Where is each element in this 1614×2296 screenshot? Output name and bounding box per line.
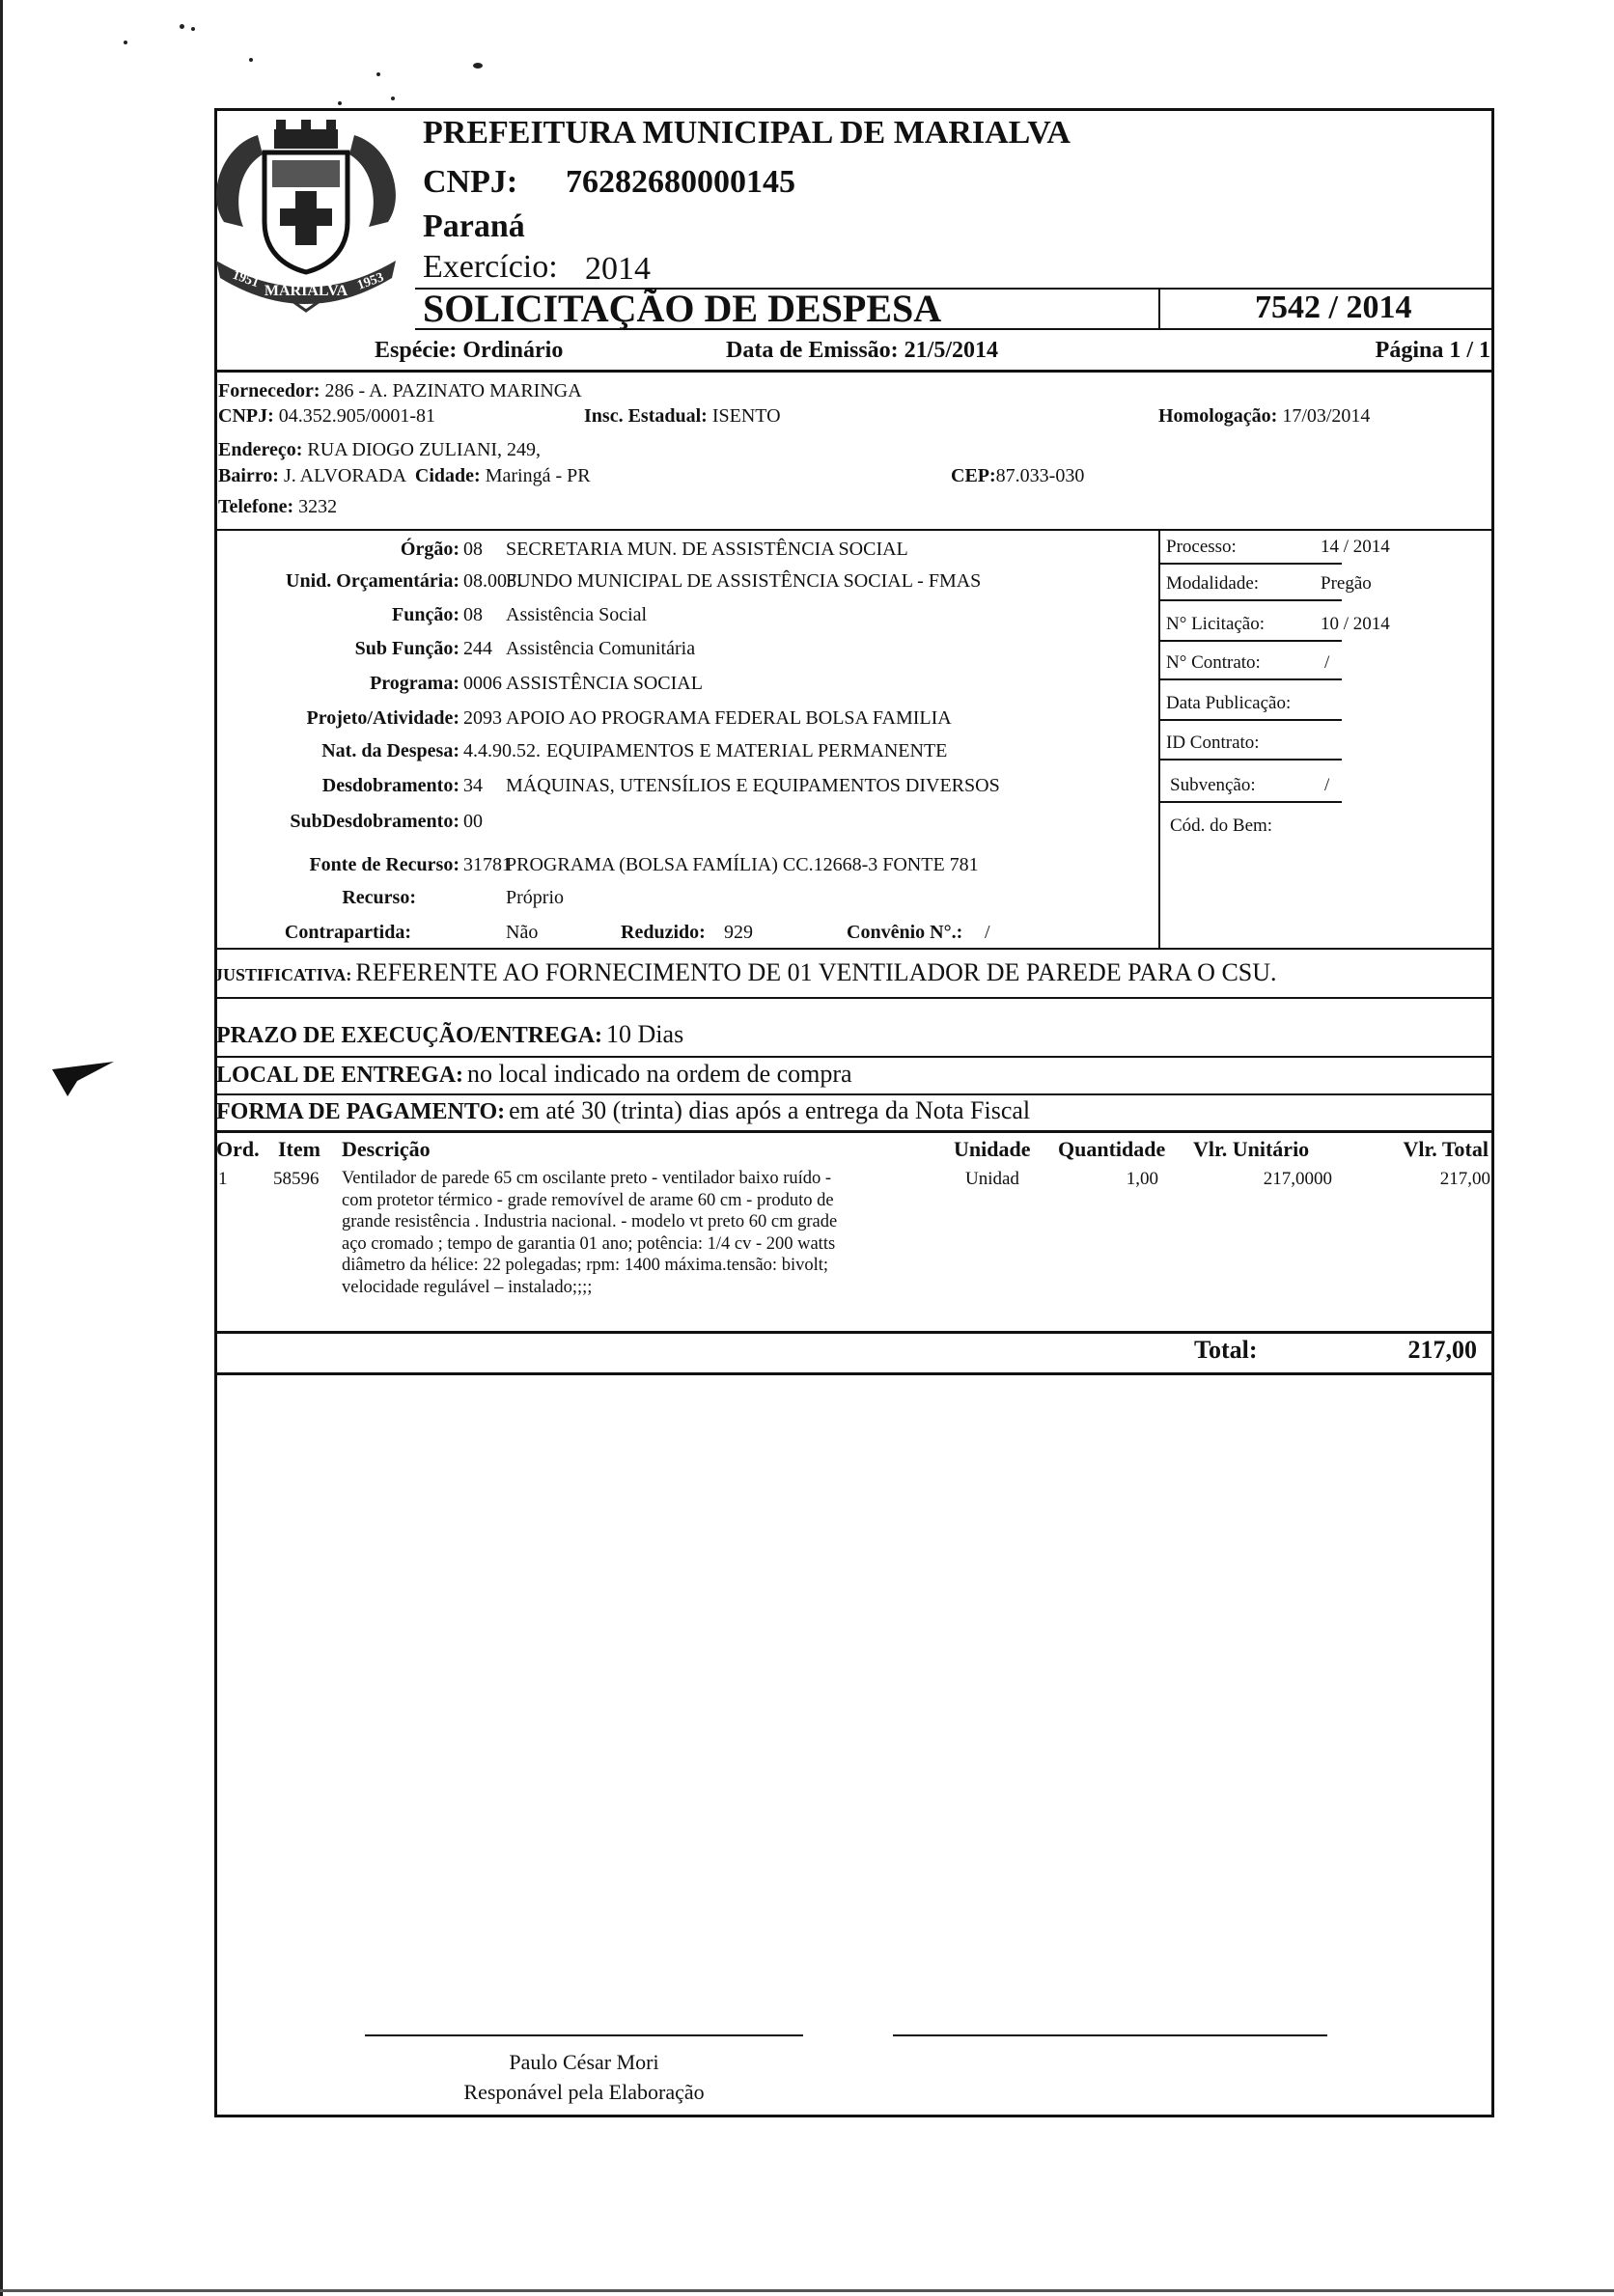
cep-value: 87.033-030 (995, 465, 1085, 486)
id-contrato-label: ID Contrato: (1166, 733, 1260, 753)
scan-speck (191, 27, 195, 31)
scan-speck (473, 63, 483, 69)
recurso-desc: Próprio (506, 887, 564, 908)
fonte-recurso-desc: PROGRAMA (BOLSA FAMÍLIA) CC.12668-3 FONTE 781 (506, 854, 979, 875)
endereco-label: Endereço: (218, 439, 303, 460)
signer-name: Paulo César Mori (509, 2050, 659, 2074)
cidade-value: Maringá - PR (485, 465, 591, 486)
subvencao-row-line (1158, 801, 1342, 803)
row-quantidade: 1,00 (1126, 1169, 1158, 1189)
crest-year-left: 1951 (230, 267, 262, 291)
unid-orcamentaria-label: Unid. Orçamentária: (286, 570, 459, 592)
fornecedor-cnpj-value: 04.352.905/0001-81 (278, 405, 435, 427)
itens-bottom-line (214, 1331, 1494, 1334)
sub-funcao-desc: Assistência Comunitária (506, 638, 696, 659)
contrato-label: N° Contrato: (1166, 652, 1261, 673)
projeto-atividade-desc: APOIO AO PROGRAMA FEDERAL BOLSA FAMILIA (506, 707, 952, 729)
row-vlr-total: 217,00 (1439, 1169, 1490, 1189)
prazo-bottom-line (214, 1056, 1494, 1058)
row-descricao-line: grande resistência . Industria nacional. - modelo vt preto 60 cm grade (342, 1212, 838, 1231)
bairro-line (218, 465, 591, 487)
contrapartida-label: Contrapartida: (284, 922, 411, 943)
org-cnpj-value: 76282680000145 (566, 164, 795, 200)
justificativa-label: JUSTIFICATIVA: (214, 965, 352, 984)
col-header-vlr-unitario: Vlr. Unitário (1193, 1137, 1310, 1161)
processo-value: 14 / 2014 (1321, 537, 1390, 557)
pagina: Página 1 / 1 (1375, 338, 1490, 363)
processo-row-line (1158, 563, 1342, 565)
funcao-desc: Assistência Social (506, 604, 648, 625)
insc-estadual-label: Insc. Estadual: (584, 405, 708, 427)
row-descricao-line: com protetor térmico - grade removível de arame 60 cm - produto de (342, 1190, 834, 1210)
scan-speck (124, 41, 127, 44)
sub-funcao-code: 244 (463, 638, 492, 659)
row-descricao-line: aço cromado ; tempo de garantia 01 ano; potência: 1/4 cv - 200 watts (342, 1233, 836, 1254)
justificativa-line (214, 958, 1277, 987)
row-unidade: Unidad (965, 1169, 1019, 1189)
nat-despesa-desc: EQUIPAMENTOS E MATERIAL PERMANENTE (546, 740, 948, 761)
forma-pagamento-value: em até 30 (trinta) dias após a entrega da Nota Fiscal (509, 1096, 1031, 1124)
total-value: 217,00 (1407, 1336, 1477, 1364)
col-header-vlr-total: Vlr. Total (1403, 1137, 1489, 1161)
cep-label: CEP: (951, 465, 996, 486)
homologacao-value: 17/03/2014 (1282, 405, 1371, 427)
data-emissao: Data de Emissão: 21/5/2014 (726, 338, 998, 363)
row-item: 58596 (273, 1169, 320, 1189)
signature-line-left (365, 2034, 803, 2036)
bairro-value: J. ALVORADA (283, 465, 405, 486)
org-cnpj-label: CNPJ: (423, 164, 518, 200)
subdesdobramento-code: 00 (463, 811, 483, 832)
processo-label: Processo: (1166, 537, 1237, 557)
homologacao-label: Homologação: (1158, 405, 1278, 427)
recurso-label: Recurso: (342, 887, 416, 908)
orgao-desc: SECRETARIA MUN. DE ASSISTÊNCIA SOCIAL (506, 539, 908, 560)
modalidade-row-line (1158, 599, 1342, 601)
org-name: PREFEITURA MUNICIPAL DE MARIALVA (423, 115, 1071, 151)
scan-border-bottom (0, 2289, 1614, 2292)
unid-orcamentaria-desc: FUNDO MUNICIPAL DE ASSISTÊNCIA SOCIAL - FMAS (506, 570, 982, 592)
scan-speck (338, 101, 342, 105)
prazo-label: PRAZO DE EXECUÇÃO/ENTREGA: (216, 1023, 603, 1048)
fornecedor-value: 286 - A. PAZINATO MARINGA (324, 380, 582, 401)
total-label: Total: (1194, 1336, 1258, 1364)
doc-title: SOLICITAÇÃO DE DESPESA (423, 287, 942, 330)
projeto-atividade-code: 2093 (463, 707, 502, 729)
signature-line-right (893, 2034, 1327, 2036)
cidade-label: Cidade: (414, 465, 481, 486)
col-header-unidade: Unidade (954, 1137, 1031, 1161)
col-header-item: Item (278, 1137, 320, 1161)
data-publicacao-label: Data Publicação: (1166, 693, 1292, 713)
row-descricao-line: diâmetro da hélice: 22 polegadas; rpm: 1400 máxima.tensão: bivolt; (342, 1256, 828, 1275)
scan-speck (376, 72, 380, 76)
programa-desc: ASSISTÊNCIA SOCIAL (506, 673, 703, 694)
programa-label: Programa: (370, 673, 459, 694)
forma-pagamento-bottom-line (214, 1130, 1494, 1133)
col-header-descricao: Descrição (342, 1137, 431, 1161)
sub-funcao-label: Sub Função: (354, 638, 459, 659)
prazo-value: 10 Dias (606, 1020, 684, 1048)
desdobramento-code: 34 (463, 775, 483, 796)
nat-despesa-code: 4.4.90.52. (463, 740, 541, 761)
telefone-line (218, 496, 337, 518)
total-bottom-line (214, 1372, 1494, 1375)
prazo-line (216, 1020, 683, 1049)
homologacao-line (1158, 405, 1370, 428)
local-entrega-bottom-line (214, 1093, 1494, 1095)
endereco-line (218, 439, 541, 461)
fornecedor-cnpj-label: CNPJ: (218, 405, 274, 427)
reduzido-value: 929 (724, 922, 753, 943)
crest-year-right: 1953 (355, 270, 386, 293)
cod-bem-label: Cód. do Bem: (1170, 816, 1273, 836)
local-entrega-label: LOCAL DE ENTREGA: (216, 1063, 464, 1088)
orgao-code: 08 (463, 539, 483, 560)
forma-pagamento-label: FORMA DE PAGAMENTO: (216, 1099, 506, 1124)
fornecedor-line (218, 380, 582, 402)
local-entrega-value: no local indicado na ordem de compra (467, 1060, 852, 1088)
programa-code: 0006 (463, 673, 502, 694)
col-header-ord: Ord. (216, 1137, 260, 1161)
funcao-code: 08 (463, 604, 483, 625)
orcamento-bottom-line (214, 948, 1494, 950)
scan-speck (391, 97, 395, 100)
fornecedor-label: Fornecedor: (218, 380, 320, 401)
justificativa-value: REFERENTE AO FORNECIMENTO DE 01 VENTILADOR DE PAREDE PARA O CSU. (355, 958, 1277, 986)
unid-orcamentaria-code: 08.003. (463, 570, 521, 592)
data-publicacao-row-line (1158, 719, 1342, 721)
projeto-atividade-label: Projeto/Atividade: (306, 707, 459, 729)
scan-speck (180, 24, 184, 29)
fonte-recurso-code: 31781 (463, 854, 512, 875)
fonte-recurso-label: Fonte de Recurso: (309, 854, 459, 875)
doc-number: 7542 / 2014 (1255, 290, 1412, 325)
funcao-label: Função: (392, 604, 459, 625)
orgao-label: Órgão: (400, 539, 459, 560)
contrato-row-line (1158, 678, 1342, 680)
signer-role: Responável pela Elaboração (463, 2080, 705, 2104)
municipal-crest (205, 116, 407, 314)
desdobramento-label: Desdobramento: (321, 775, 459, 796)
justificativa-bottom-line (214, 997, 1494, 999)
doc-number-divider (1158, 288, 1160, 328)
telefone-value: 3232 (298, 496, 338, 517)
telefone-label: Telefone: (218, 496, 294, 517)
reduzido-label: Reduzido: (621, 922, 706, 943)
cep-line (951, 465, 1084, 487)
subvencao-value: / (1324, 775, 1330, 795)
subdesdobramento-label: SubDesdobramento: (290, 811, 459, 832)
insc-estadual-value: ISENTO (711, 405, 781, 427)
col-header-quantidade: Quantidade (1058, 1137, 1166, 1161)
convenio-label: Convênio N°.: (847, 922, 963, 943)
scan-mark-arrow (50, 1060, 118, 1098)
subvencao-label: Subvenção: (1170, 775, 1256, 795)
contrapartida-value: Não (506, 922, 539, 943)
modalidade-label: Modalidade: (1166, 573, 1260, 594)
bairro-label: Bairro: (218, 465, 279, 486)
row-descricao (342, 1168, 950, 1298)
id-contrato-row-line (1158, 759, 1342, 761)
licitacao-label: N° Licitação: (1166, 614, 1266, 634)
licitacao-value: 10 / 2014 (1321, 614, 1390, 634)
local-entrega-line (216, 1060, 852, 1089)
row-ord: 1 (218, 1169, 228, 1189)
nat-despesa-label: Nat. da Despesa: (321, 740, 459, 761)
title-underline (415, 328, 1494, 330)
row-vlr-unitario: 217,0000 (1263, 1169, 1332, 1189)
header-bottom-line (214, 370, 1494, 373)
contrato-value: / (1324, 652, 1330, 673)
fornecedor-cnpj-line (218, 405, 435, 428)
fornecedor-bottom-line (214, 529, 1494, 531)
row-descricao-line: velocidade regulável – instalado;;;; (342, 1277, 593, 1297)
convenio-value: / (985, 922, 990, 943)
exercicio-label: Exercício: (423, 249, 558, 285)
scan-speck (249, 58, 253, 62)
crest-name: MARIALVA (264, 283, 348, 299)
org-state: Paraná (423, 208, 525, 244)
licitacao-row-line (1158, 640, 1342, 642)
endereco-value: RUA DIOGO ZULIANI, 249, (307, 439, 542, 460)
processo-divider (1158, 529, 1160, 948)
especie: Espécie: Ordinário (375, 338, 564, 363)
row-descricao-line: Ventilador de parede 65 cm oscilante preto - ventilador baixo ruído - (342, 1169, 832, 1188)
modalidade-value: Pregão (1321, 573, 1372, 594)
insc-estadual-line (584, 405, 781, 428)
forma-pagamento-line (216, 1096, 1030, 1125)
exercicio-value: 2014 (585, 251, 651, 287)
scan-border-left (0, 0, 3, 2296)
desdobramento-desc: MÁQUINAS, UTENSÍLIOS E EQUIPAMENTOS DIVERSOS (506, 775, 1000, 796)
